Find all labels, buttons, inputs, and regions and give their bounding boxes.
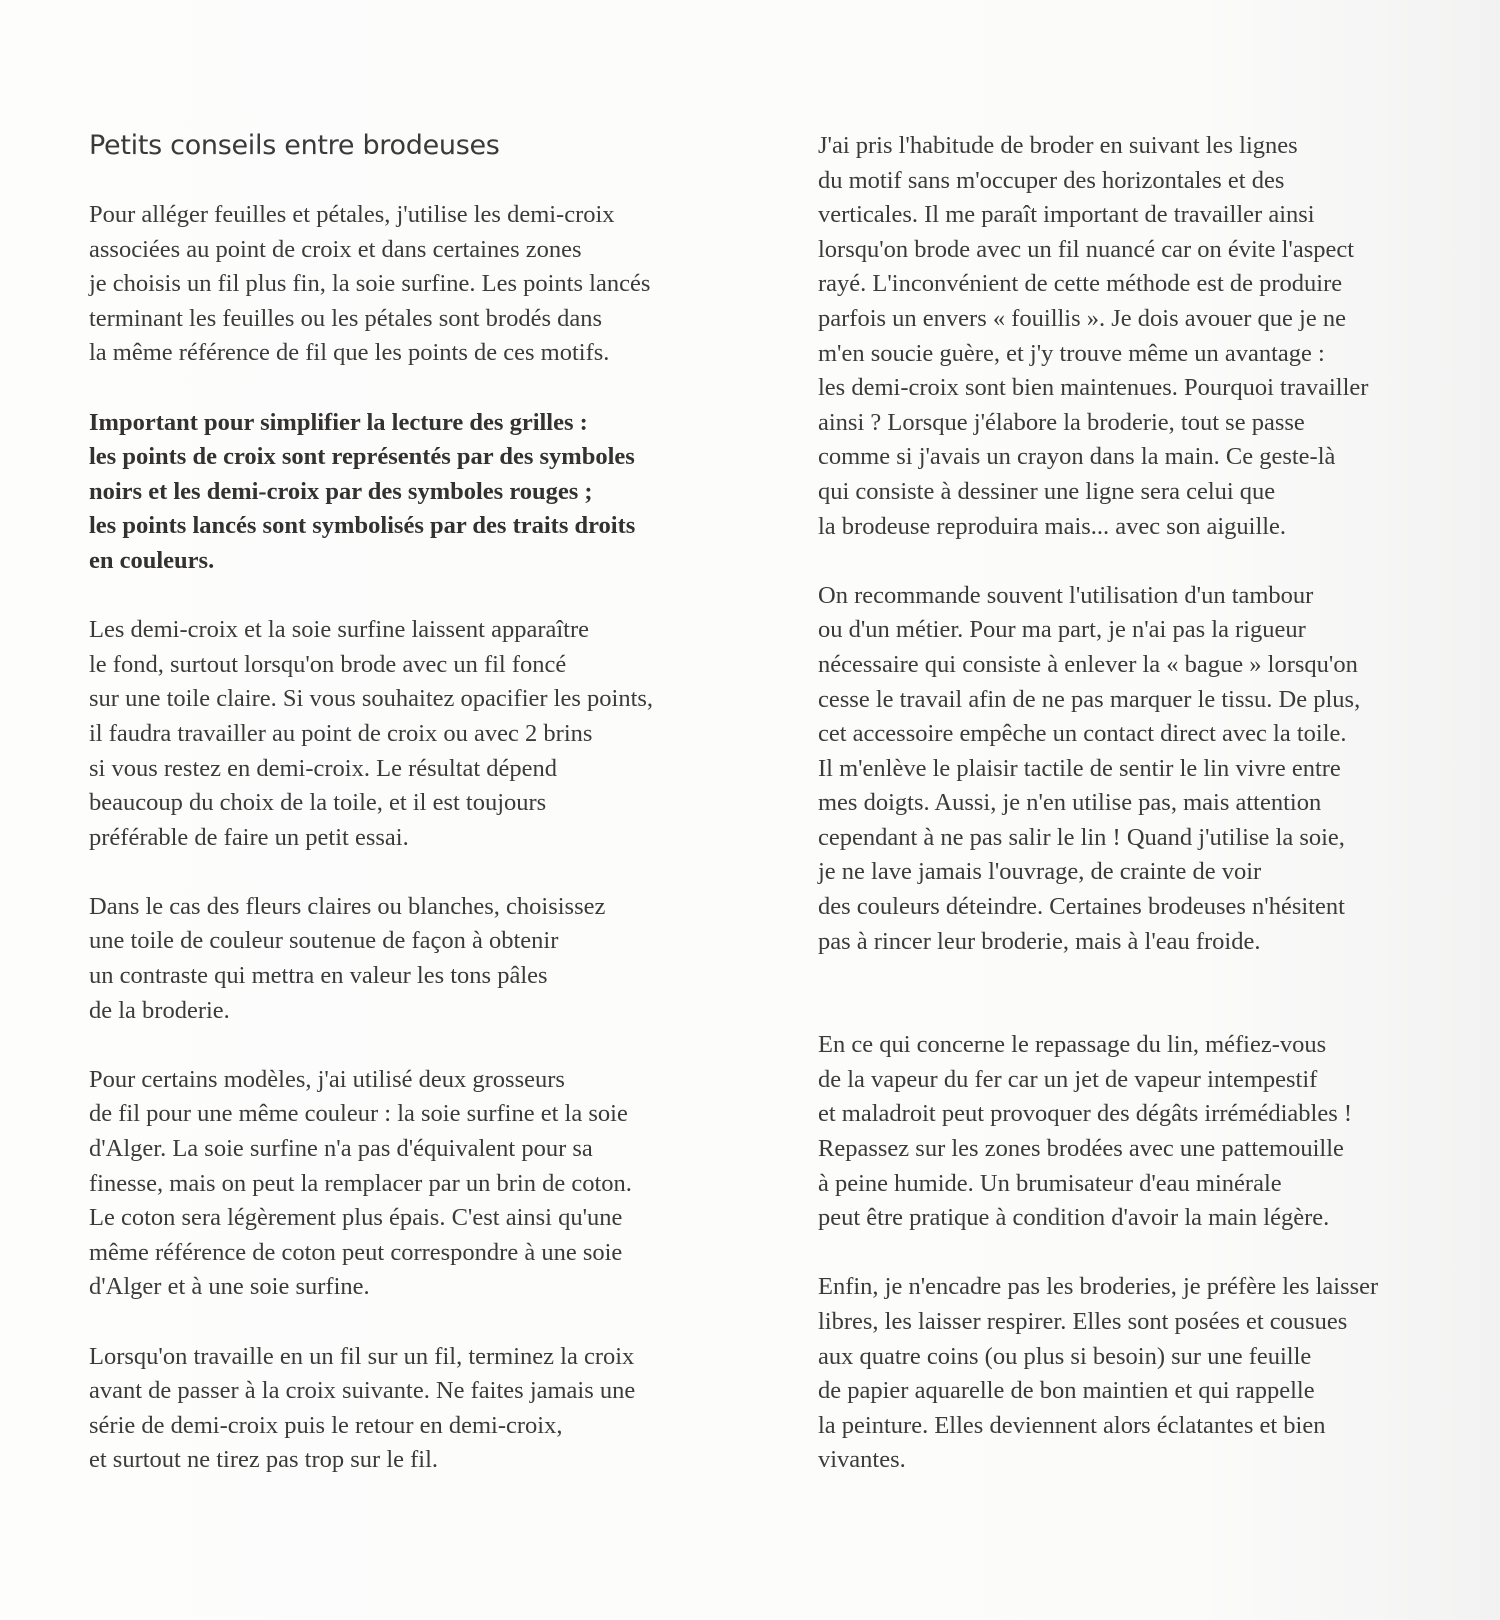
text-line: des couleurs déteindre. Certaines brodeuses n'hésitent <box>818 893 1345 921</box>
text-line: associées au point de croix et dans certaines zones <box>89 235 582 263</box>
text-line: qui consiste à dessiner une ligne sera celui que <box>818 477 1276 505</box>
text-line: ainsi ? Lorsque j'élabore la broderie, tout se passe <box>818 408 1305 436</box>
text-line: Dans le cas des fleurs claires ou blanches, choisissez <box>89 892 606 920</box>
text-line: Le coton sera légèrement plus épais. C'est ainsi qu'une <box>89 1204 623 1232</box>
text-line: même référence de coton peut correspondre à une soie <box>89 1238 623 1266</box>
text-line: cesse le travail afin de ne pas marquer le tissu. De plus, <box>818 685 1361 713</box>
text-line: Lorsqu'on travaille en un fil sur un fil, terminez la croix <box>89 1342 635 1370</box>
text-line: Pour certains modèles, j'ai utilisé deux grosseurs <box>89 1065 565 1093</box>
bold-paragraph <box>89 406 779 579</box>
text-line: de fil pour une même couleur : la soie surfine et la soie <box>89 1100 628 1128</box>
text-line: il faudra travailler au point de croix ou avec 2 brins <box>89 719 593 747</box>
text-line: Important pour simplifier la lecture des grilles : <box>89 408 588 436</box>
text-line: rayé. L'inconvénient de cette méthode est de produire <box>818 270 1343 298</box>
text-line: si vous restez en demi-croix. Le résultat dépend <box>89 754 558 782</box>
text-line: vivantes. <box>818 1446 906 1474</box>
text-line: ou d'un métier. Pour ma part, je n'ai pas la rigueur <box>818 616 1306 644</box>
text-line: à peine humide. Un brumisateur d'eau minérale <box>818 1169 1282 1197</box>
text-line: d'Alger et à une soie surfine. <box>89 1273 370 1301</box>
paragraph <box>818 579 1498 960</box>
text-line: la peinture. Elles deviennent alors éclatantes et bien <box>818 1411 1326 1439</box>
text-line: beaucoup du choix de la toile, et il est toujours <box>89 789 547 817</box>
text-line: peut être pratique à condition d'avoir la main légère. <box>818 1204 1330 1232</box>
text-line: je choisis un fil plus fin, la soie surfine. Les points lancés <box>89 270 651 298</box>
text-line: aux quatre coins (ou plus si besoin) sur une feuille <box>818 1342 1312 1370</box>
text-line: d'Alger. La soie surfine n'a pas d'équivalent pour sa <box>89 1135 593 1163</box>
text-line: parfois un envers « fouillis ». Je dois avouer que je ne <box>818 304 1346 332</box>
text-line: de la vapeur du fer car un jet de vapeur intempestif <box>818 1065 1318 1093</box>
text-line: noirs et les demi-croix par des symboles rouges ; <box>89 477 593 505</box>
text-line: une toile de couleur soutenue de façon à obtenir <box>89 927 559 955</box>
text-line: lorsqu'on brode avec un fil nuancé car on évite l'aspect <box>818 235 1355 263</box>
text-line: m'en soucie guère, et j'y trouve même un avantage : <box>818 339 1325 367</box>
text-line: je ne lave jamais l'ouvrage, de crainte de voir <box>818 858 1262 886</box>
paragraph <box>89 198 779 371</box>
paragraph <box>818 129 1498 544</box>
text-line: verticales. Il me paraît important de travailler ainsi <box>818 201 1315 229</box>
text-line: et maladroit peut provoquer des dégâts irrémédiables ! <box>818 1100 1353 1128</box>
text-line: terminant les feuilles ou les pétales sont brodés dans <box>89 304 603 332</box>
text-line: pas à rincer leur broderie, mais à l'eau froide. <box>818 927 1261 955</box>
text-line: les points lancés sont symbolisés par des traits droits <box>89 512 636 540</box>
paragraph <box>89 1340 779 1478</box>
text-line: un contraste qui mettra en valeur les tons pâles <box>89 962 548 990</box>
text-line: les points de croix sont représentés par des symboles <box>89 443 635 471</box>
text-line: En ce qui concerne le repassage du lin, méfiez-vous <box>818 1031 1327 1059</box>
text-line: nécessaire qui consiste à enlever la « bague » lorsqu'on <box>818 650 1358 678</box>
text-line: Les demi-croix et la soie surfine laissent apparaître <box>89 616 590 644</box>
text-line: de la broderie. <box>89 996 230 1024</box>
text-line: sur une toile claire. Si vous souhaitez opacifier les points, <box>89 685 654 713</box>
text-line: en couleurs. <box>89 546 215 574</box>
paragraph <box>818 1270 1498 1478</box>
text-line: de papier aquarelle de bon maintien et qui rappelle <box>818 1377 1315 1405</box>
text-line: libres, les laisser respirer. Elles sont posées et cousues <box>818 1308 1348 1335</box>
text-line: la même référence de fil que les points de ces motifs. <box>89 339 610 367</box>
paragraph <box>89 1063 779 1305</box>
text-line: avant de passer à la croix suivante. Ne faites jamais une <box>89 1377 636 1405</box>
text-line: Enfin, je n'encadre pas les broderies, je préfère les laisser <box>818 1273 1379 1301</box>
text-line: On recommande souvent l'utilisation d'un tambour <box>818 581 1314 609</box>
text-line: cet accessoire empêche un contact direct avec la toile. <box>818 720 1347 748</box>
text-line: les demi-croix sont bien maintenues. Pourquoi travailler <box>818 374 1369 402</box>
text-line: J'ai pris l'habitude de broder en suivant les lignes <box>818 132 1298 159</box>
text-line: le fond, surtout lorsqu'on brode avec un fil foncé <box>89 650 567 678</box>
paragraph <box>89 890 779 1028</box>
text-line: série de demi-croix puis le retour en demi-croix, <box>89 1411 563 1439</box>
text-line: finesse, mais on peut la remplacer par un brin de coton. <box>89 1169 632 1197</box>
text-line: et surtout ne tirez pas trop sur le fil. <box>89 1446 439 1474</box>
text-line: du motif sans m'occuper des horizontales et des <box>818 166 1285 194</box>
text-line: cependant à ne pas salir le lin ! Quand j'utilise la soie, <box>818 823 1345 851</box>
paragraph <box>818 1028 1498 1236</box>
left-column <box>89 128 779 1513</box>
text-line: Pour alléger feuilles et pétales, j'utilise les demi-croix <box>89 201 615 228</box>
text-line: mes doigts. Aussi, je n'en utilise pas, mais attention <box>818 789 1322 817</box>
text-line: la brodeuse reproduira mais... avec son aiguille. <box>818 512 1287 540</box>
text-line: comme si j'avais un crayon dans la main. Ce geste-là <box>818 443 1336 471</box>
text-line: Repassez sur les zones brodées avec une pattemouille <box>818 1135 1344 1163</box>
right-column <box>818 129 1498 1513</box>
paragraph <box>89 613 779 855</box>
text-line: Il m'enlève le plaisir tactile de sentir le lin vivre entre <box>818 754 1341 782</box>
section-heading: Petits conseils entre brodeuses <box>89 130 500 161</box>
text-line: préférable de faire un petit essai. <box>89 823 409 851</box>
